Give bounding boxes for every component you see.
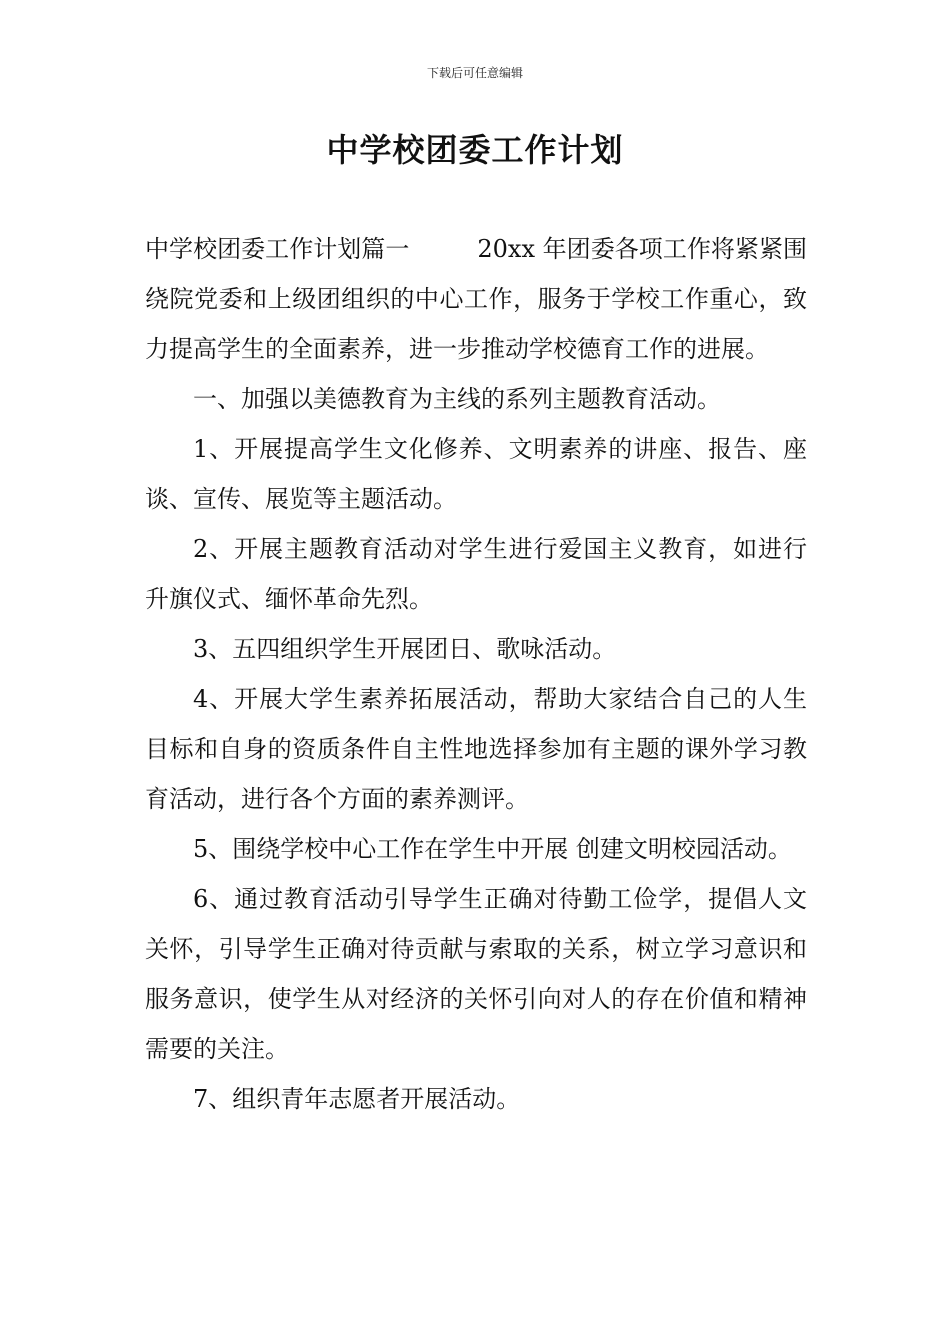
header-note: 下载后可任意编辑 xyxy=(426,66,523,80)
intro-lead: 中学校团委工作计划篇一 xyxy=(145,235,410,263)
document-body xyxy=(145,224,807,1124)
list-item-4: 4、开展大学生素养拓展活动，帮助大家结合自己的人生目标和自身的资质条件自主性地选择参加有主题的课外学习教育活动，进行各个方面的素养测评。 xyxy=(145,685,807,813)
list-item-2: 2、开展主题教育活动对学生进行爱国主义教育，如进行升旗仪式、缅怀革命先烈。 xyxy=(145,535,807,613)
list-item-7: 7、组织青年志愿者开展活动。 xyxy=(193,1085,521,1113)
intro-paragraph xyxy=(145,224,807,374)
list-item-3: 3、五四组织学生开展团日、歌咏活动。 xyxy=(193,635,617,663)
list-item-1: 1、开展提高学生文化修养、文明素养的讲座、报告、座谈、宣传、展览等主题活动。 xyxy=(145,435,807,513)
section-heading-1: 一、加强以美德教育为主线的系列主题教育活动。 xyxy=(193,385,721,413)
list-item-5: 5、围绕学校中心工作在学生中开展 创建文明校园活动。 xyxy=(193,835,792,863)
document-title: 中学校团委工作计划 xyxy=(326,131,624,169)
list-item-6: 6、通过教育活动引导学生正确对待勤工俭学，提倡人文关怀，引导学生正确对待贡献与索取的关系，树立学习意识和服务意识，使学生从对经济的关怀引向对人的存在价值和精神需要的关注。 xyxy=(145,885,807,1063)
intro-text: 20xx 年团委各项工作将紧紧围绕院党委和上级团组织的中心工作，服务于学校工作重心，致力提高学生的全面素养，进一步推动学校德育工作的进展。 xyxy=(145,235,807,363)
